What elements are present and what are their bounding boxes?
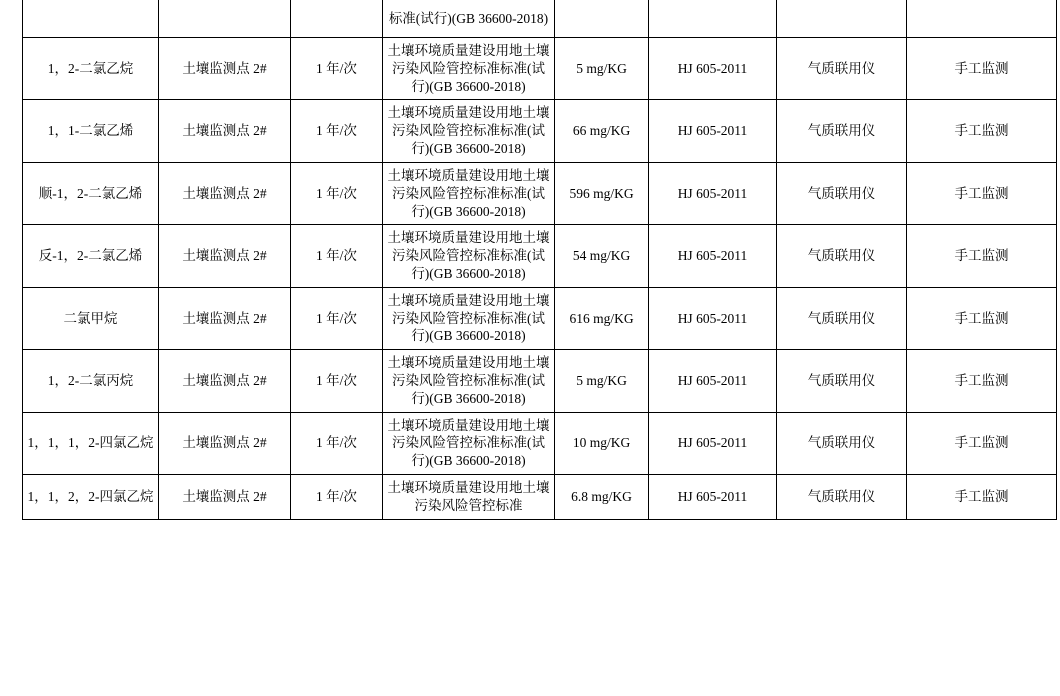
cell-standard: 土壤环境质量建设用地土壤污染风险管控标准标准(试行)(GB 36600-2018) [383,100,555,162]
cell-limit: 616 mg/KG [555,287,649,349]
cell-pollutant: 1，1-二氯乙烯 [23,100,159,162]
cell-point: 土壤监测点 2# [159,350,291,412]
cell-pollutant: 1，2-二氯乙烷 [23,38,159,100]
cell-mode: 手工监测 [907,350,1057,412]
cell-instrument: 气质联用仪 [777,475,907,520]
cell-instrument: 气质联用仪 [777,350,907,412]
cell-limit: 5 mg/KG [555,350,649,412]
cell-pollutant: 二氯甲烷 [23,287,159,349]
cell-limit: 596 mg/KG [555,162,649,224]
cell-standard: 土壤环境质量建设用地土壤污染风险管控标准标准(试行)(GB 36600-2018) [383,350,555,412]
table-row [23,100,1057,162]
cell-frequency: 1 年/次 [291,412,383,474]
cell-mode [907,0,1057,38]
cell-limit: 54 mg/KG [555,225,649,287]
cell-point: 土壤监测点 2# [159,225,291,287]
cell-method: HJ 605-2011 [649,475,777,520]
cell-instrument: 气质联用仪 [777,412,907,474]
cell-instrument: 气质联用仪 [777,162,907,224]
cell-frequency: 1 年/次 [291,350,383,412]
cell-point: 土壤监测点 2# [159,100,291,162]
cell-point: 土壤监测点 2# [159,412,291,474]
table-row [23,225,1057,287]
cell-frequency: 1 年/次 [291,100,383,162]
cell-mode: 手工监测 [907,225,1057,287]
cell-instrument: 气质联用仪 [777,287,907,349]
cell-pollutant: 反-1，2-二氯乙烯 [23,225,159,287]
cell-frequency: 1 年/次 [291,162,383,224]
cell-point [159,0,291,38]
cell-standard: 土壤环境质量建设用地土壤污染风险管控标准标准(试行)(GB 36600-2018) [383,412,555,474]
cell-limit: 5 mg/KG [555,38,649,100]
cell-method [649,0,777,38]
cell-method: HJ 605-2011 [649,38,777,100]
cell-frequency: 1 年/次 [291,475,383,520]
cell-mode: 手工监测 [907,38,1057,100]
cell-method: HJ 605-2011 [649,100,777,162]
cell-frequency: 1 年/次 [291,287,383,349]
cell-method: HJ 605-2011 [649,350,777,412]
cell-mode: 手工监测 [907,475,1057,520]
cell-limit: 10 mg/KG [555,412,649,474]
cell-limit: 66 mg/KG [555,100,649,162]
cell-standard: 土壤环境质量建设用地土壤污染风险管控标准标准(试行)(GB 36600-2018) [383,287,555,349]
cell-pollutant: 1，1，2，2-四氯乙烷 [23,475,159,520]
cell-point: 土壤监测点 2# [159,475,291,520]
cell-standard: 土壤环境质量建设用地土壤污染风险管控标准标准(试行)(GB 36600-2018) [383,225,555,287]
cell-mode: 手工监测 [907,100,1057,162]
cell-standard: 土壤环境质量建设用地土壤污染风险管控标准 [383,475,555,520]
cell-pollutant [23,0,159,38]
cell-pollutant: 1，2-二氯丙烷 [23,350,159,412]
cell-instrument [777,0,907,38]
cell-standard: 土壤环境质量建设用地土壤污染风险管控标准标准(试行)(GB 36600-2018) [383,38,555,100]
cell-limit [555,0,649,38]
cell-mode: 手工监测 [907,412,1057,474]
cell-instrument: 气质联用仪 [777,100,907,162]
cell-instrument: 气质联用仪 [777,38,907,100]
cell-frequency: 1 年/次 [291,38,383,100]
cell-mode: 手工监测 [907,162,1057,224]
table-row [23,287,1057,349]
table-row [23,162,1057,224]
cell-point: 土壤监测点 2# [159,38,291,100]
cell-method: HJ 605-2011 [649,412,777,474]
monitoring-table [22,0,1057,520]
cell-instrument: 气质联用仪 [777,225,907,287]
cell-frequency: 1 年/次 [291,225,383,287]
cell-method: HJ 605-2011 [649,162,777,224]
cell-frequency [291,0,383,38]
table-row [23,38,1057,100]
cell-pollutant: 1，1，1，2-四氯乙烷 [23,412,159,474]
table-row [23,412,1057,474]
cell-mode: 手工监测 [907,287,1057,349]
cell-standard: 土壤环境质量建设用地土壤污染风险管控标准标准(试行)(GB 36600-2018) [383,162,555,224]
cell-limit: 6.8 mg/KG [555,475,649,520]
cell-pollutant: 顺-1，2-二氯乙烯 [23,162,159,224]
cell-point: 土壤监测点 2# [159,287,291,349]
table-row [23,0,1057,38]
cell-point: 土壤监测点 2# [159,162,291,224]
table-row [23,350,1057,412]
table-row [23,475,1057,520]
cell-standard: 标准(试行)(GB 36600-2018) [383,0,555,38]
cell-method: HJ 605-2011 [649,225,777,287]
cell-method: HJ 605-2011 [649,287,777,349]
